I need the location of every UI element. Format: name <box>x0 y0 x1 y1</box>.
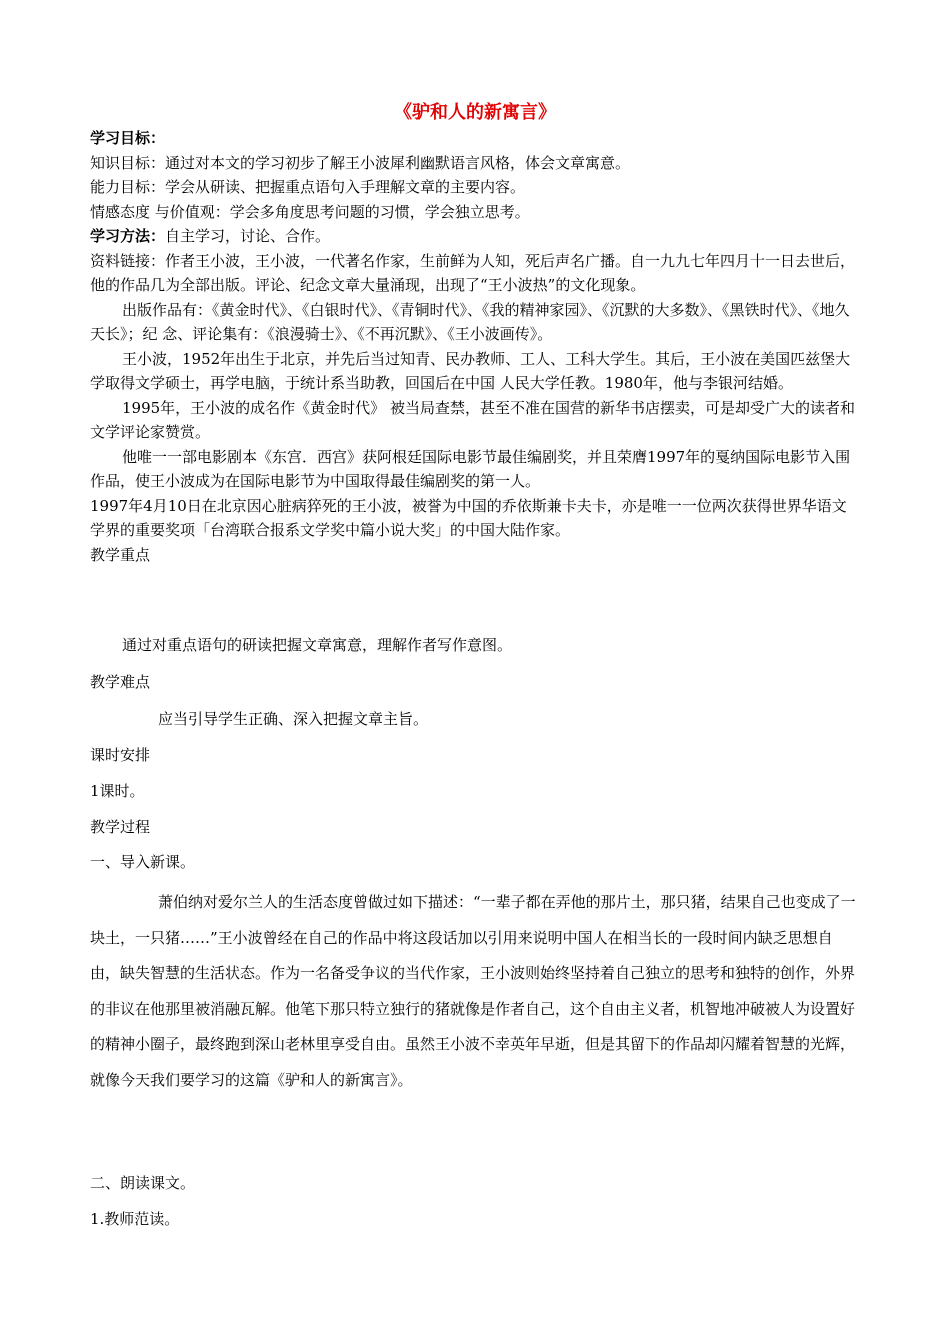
intro-paragraph: 萧伯纳对爱尔兰人的生活态度曾做过如下描述：“一辈子都在弄他的那片土，那只猪，结果自己也变成了一块土，一只猪……”王小波曾经在自己的作品中将这段话加以引用来说明中国人在相当长的一段时间内缺乏思想自由，缺失智慧的生活状态。作为一名备受争议的当代作家，王小波则始终坚持着自己独立的思考和独特的创作，外界的非议在他那里被消融瓦解。他笔下那只特立独行的猪就像是作者自己，这个自由主义者，机智地冲破被人为设置好的精神小圈子，最终跑到深山老林里享受自由。虽然王小波不幸英年早逝，但是其留下的作品却闪耀着智慧的光辉，就像今天我们要学习的这篇《驴和人的新寓言》。 <box>90 893 856 1089</box>
materials-bio: 王小波，1952年出生于北京，并先后当过知青、民办教师、工人、工科大学生。其后，王小波在美国匹兹堡大学取得文学硕士，再学电脑，于统计系当助教，回国后在中国 人民大学任教。1980年，他与李银河结婚。 <box>90 349 851 392</box>
materials-death: 1997年4月10日在北京因心脏病猝死的王小波，被誉为中国的乔依斯兼卡夫卡，亦是唯一一位两次获得世界华语文学界的重要奖项「台湾联合报系文学奖中篇小说大奖」的中国大陆作家。 <box>90 496 847 539</box>
schedule-text: 1课时。 <box>90 782 145 800</box>
method-line <box>90 224 860 249</box>
focus-heading: 教学重点 <box>90 545 151 564</box>
objectives-section <box>90 126 860 567</box>
focus-text: 通过对重点语句的研读把握文章寓意，理解作者写作意图。 <box>122 636 513 654</box>
difficulty-text: 应当引导学生正确、深入把握文章主旨。 <box>158 710 429 728</box>
method-label: 学习方法： <box>90 227 166 245</box>
emotion-objective: 情感态度 与价值观：学会多角度思考问题的习惯，学会独立思考。 <box>90 202 530 221</box>
schedule-heading: 课时安排 <box>90 746 151 764</box>
difficulty-heading: 教学难点 <box>90 673 151 691</box>
method-text: 自主学习，讨论、合作。 <box>165 227 331 245</box>
objectives-heading: 学习目标： <box>90 129 166 147</box>
ability-objective: 能力目标：学会从研读、把握重点语句入手理解文章的主要内容。 <box>90 178 526 196</box>
materials-works: 出版作品有：《黄金时代》、《白银时代》、《青铜时代》、《我的精神家园》、《沉默的大多数》、《黑铁时代》、《地久天长》；纪 念、评论集有：《浪漫骑士》、《不再沉默》、《王小波画传》。 <box>90 300 850 343</box>
materials-golden-age: 1995年，王小波的成名作《黄金时代》 被当局查禁，甚至不准在国营的新华书店摆卖，可是却受广大的读者和文学评论家赞赏。 <box>90 398 855 441</box>
document-title: 《驴和人的新寓言》 <box>394 102 556 123</box>
materials-intro: 资料链接：作者王小波，王小波，一代著名作家，生前鲜为人知，死后声名广播。自一九九七年四月十一日去世后，他的作品几为全部出版。评论、纪念文章大量涌现，出现了“王小波热”的文化现象。 <box>90 251 856 294</box>
process-heading: 教学过程 <box>90 818 151 836</box>
knowledge-objective: 知识目标：通过对本文的学习初步了解王小波犀利幽默语言风格，体会文章寓意。 <box>90 153 631 172</box>
process-step2-item1: 1.教师范读。 <box>90 1210 180 1228</box>
process-step1: 一、导入新课。 <box>90 853 196 871</box>
materials-film: 他唯一一部电影剧本《东宫．西宫》获阿根廷国际电影节最佳编剧奖，并且荣膺1997年的戛纳国际电影节入围作品，使王小波成为在国际电影节为中国取得最佳编剧奖的第一人。 <box>90 447 851 490</box>
process-step2: 二、朗读课文。 <box>90 1174 196 1192</box>
